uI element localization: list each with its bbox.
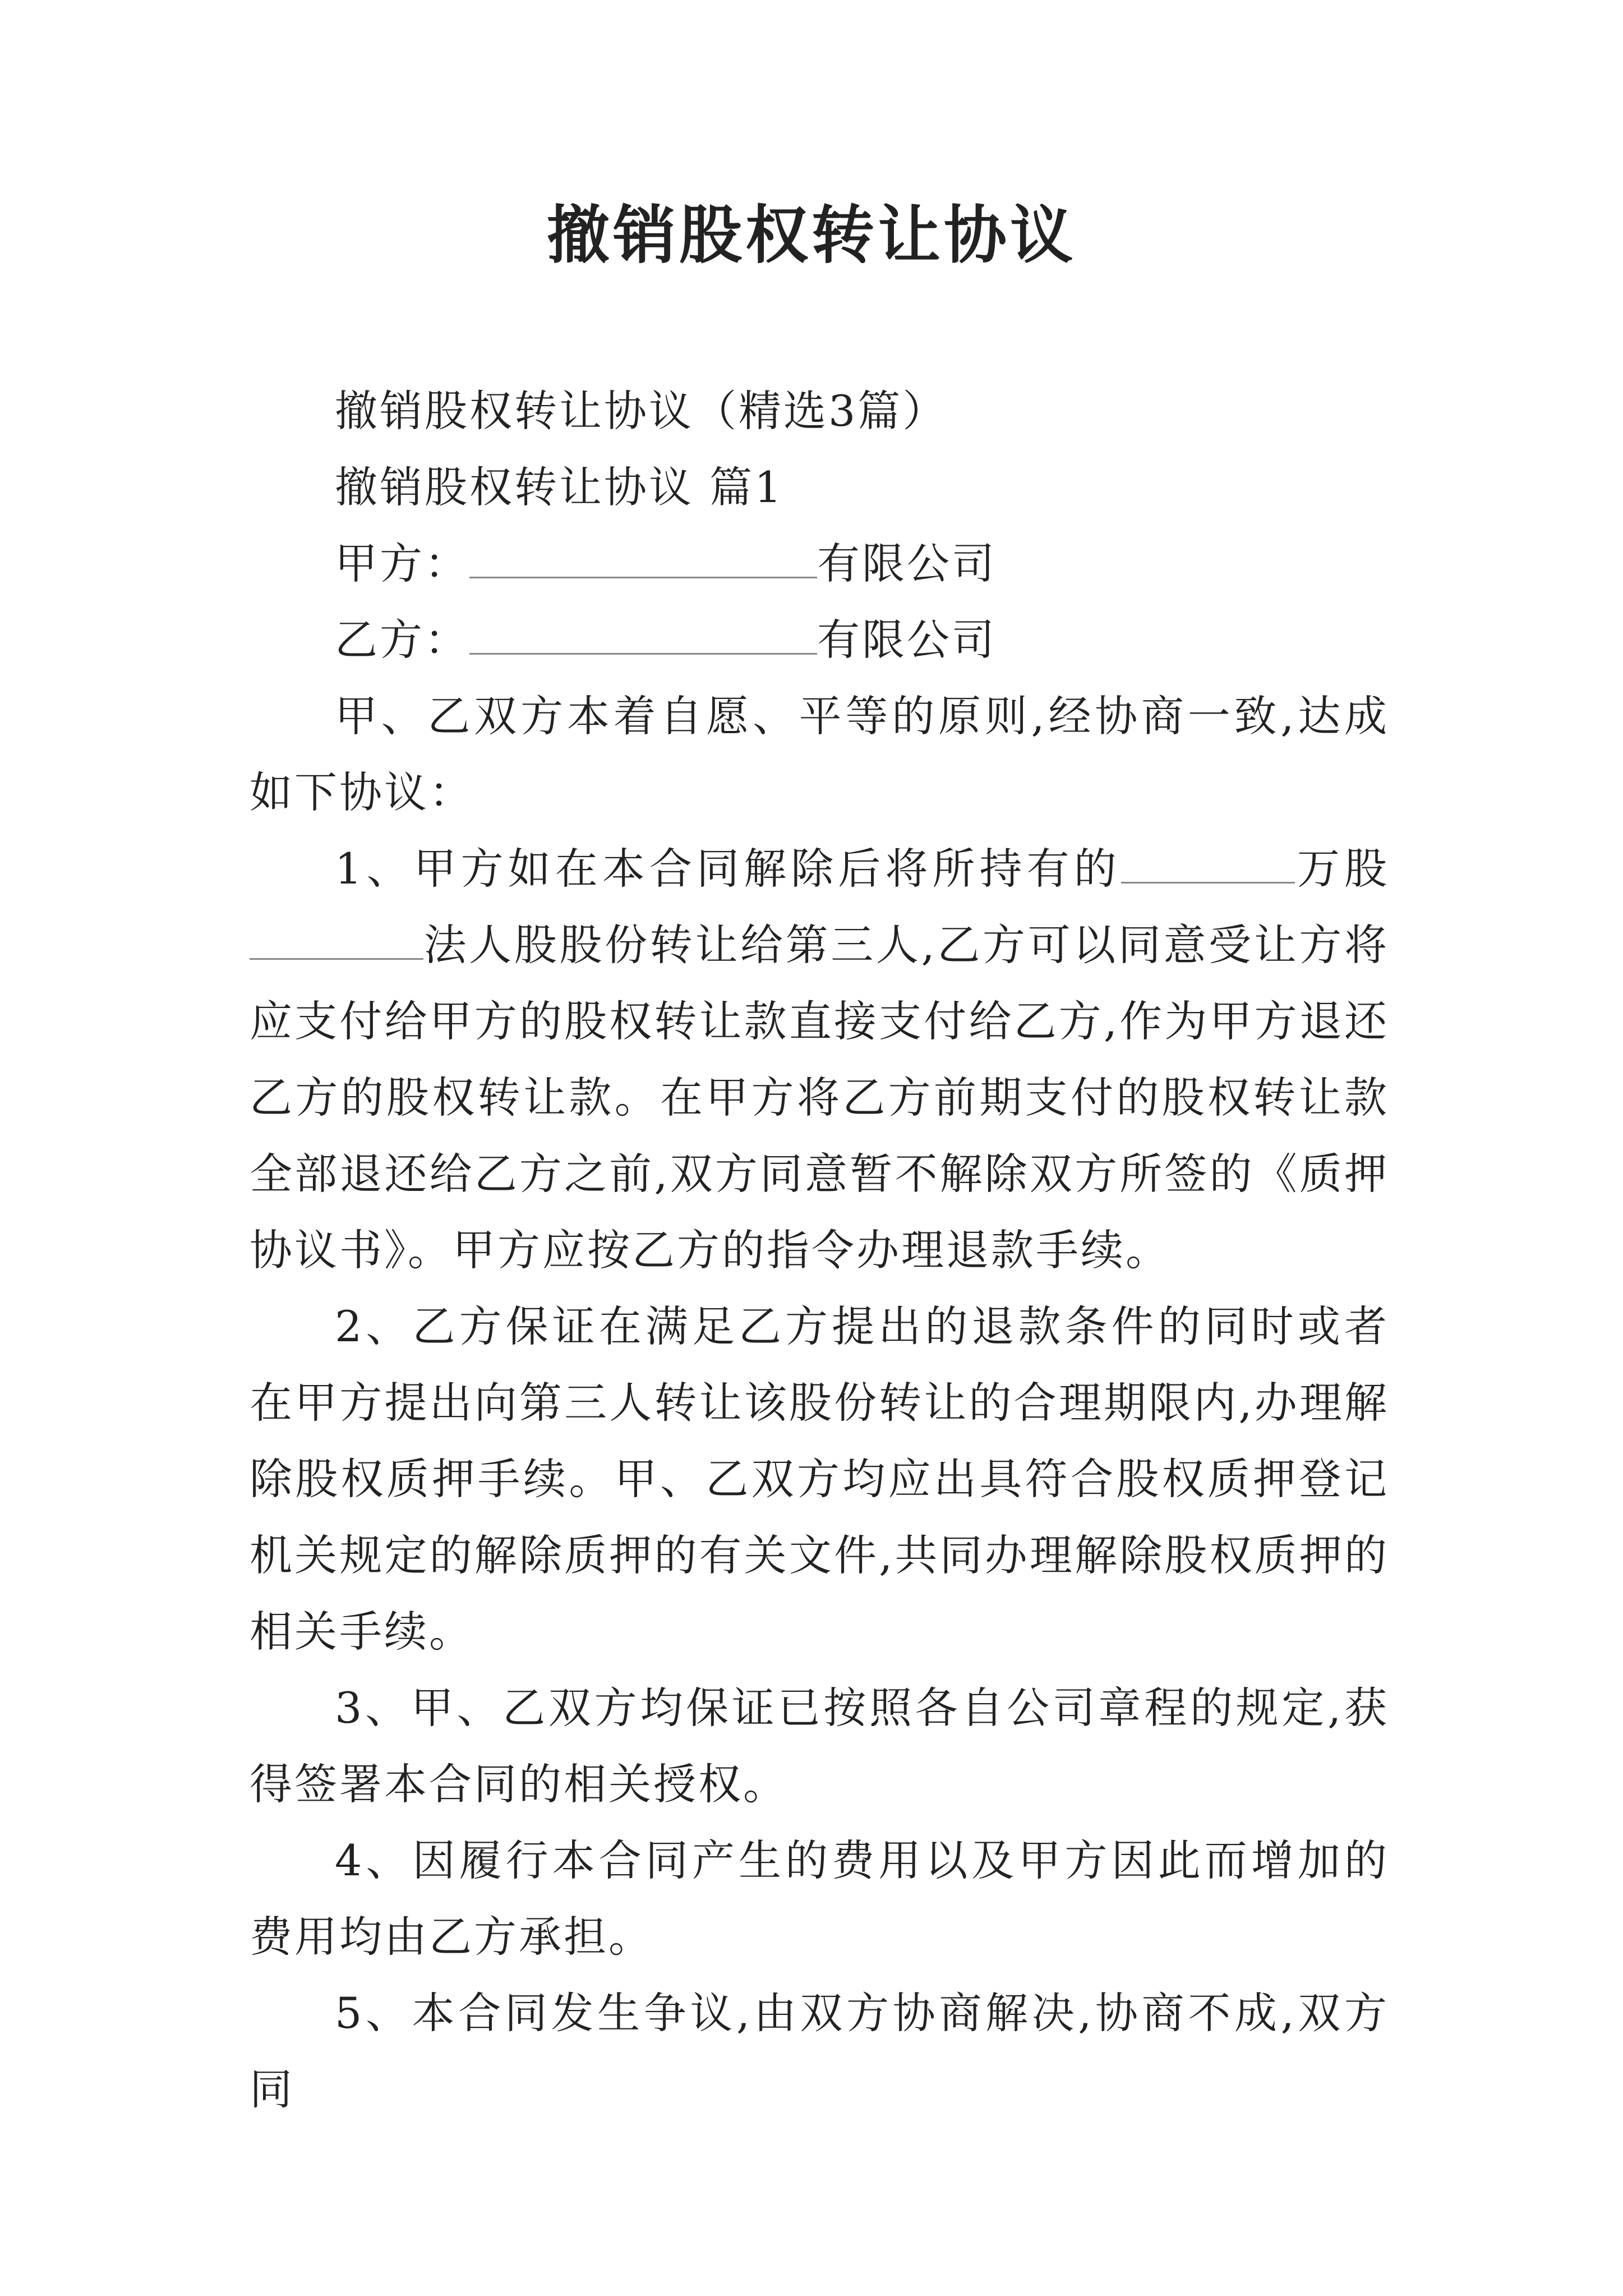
intro-paragraph: 甲、乙双方本着自愿、平等的原则,经协商一致,达成如下协议： [250, 691, 1389, 817]
party-a-label: 甲方： [335, 539, 469, 588]
share-count-blank [1121, 843, 1295, 884]
document-title: 撤销股权转让协议 [547, 199, 1076, 272]
clause-4: 4、因履行本合同产生的费用以及甲方因此而增加的费用均由乙方承担。 [250, 1835, 1389, 1962]
party-a-line [250, 526, 1389, 602]
document-body [250, 373, 1389, 2128]
section-heading: 撤销股权转让协议 篇1 [335, 462, 784, 512]
clause-1-text-b: 万股 [1294, 844, 1390, 894]
clause-2: 2、乙方保证在满足乙方提出的退款条件的同时或者在甲方提出向第三人转让该股份转让的合理期限内,办理解除股权质押手续。甲、乙双方均应出具符合股权质押登记机关规定的解除质押的有关文件,共同办理解除股权质押的相关手续。 [250, 1301, 1389, 1657]
party-a-blank [469, 537, 817, 578]
party-b-company-suffix: 有限公司 [817, 615, 997, 665]
party-b-line [250, 602, 1389, 678]
clause-1-text-c: 法人股股份转让给第三人,乙方可以同意受让方将应支付给甲方的股权转让款直接支付给乙方,作为甲方退还乙方的股权转让款。在甲方将乙方前期支付的股权转让款全部退还给乙方之前,双方同意暂不解除双方所签的《质押协议书》。甲方应按乙方的指令办理退款手续。 [250, 920, 1389, 1275]
party-a-company-suffix: 有限公司 [817, 539, 997, 588]
clause-1-text-a: 1、甲方如在本合同解除后将所持有的 [335, 844, 1121, 894]
party-b-blank [469, 614, 817, 655]
clause-1 [250, 831, 1389, 1289]
clause-5: 5、本合同发生争议,由双方协商解决,协商不成,双方同 [250, 1988, 1389, 2114]
clause-3: 3、甲、乙双方均保证已按照各自公司章程的规定,获得签署本合同的相关授权。 [250, 1683, 1389, 1809]
party-b-label: 乙方： [335, 615, 469, 665]
subtitle: 撤销股权转让协议（精选3篇） [335, 386, 948, 436]
share-type-blank [250, 919, 423, 960]
